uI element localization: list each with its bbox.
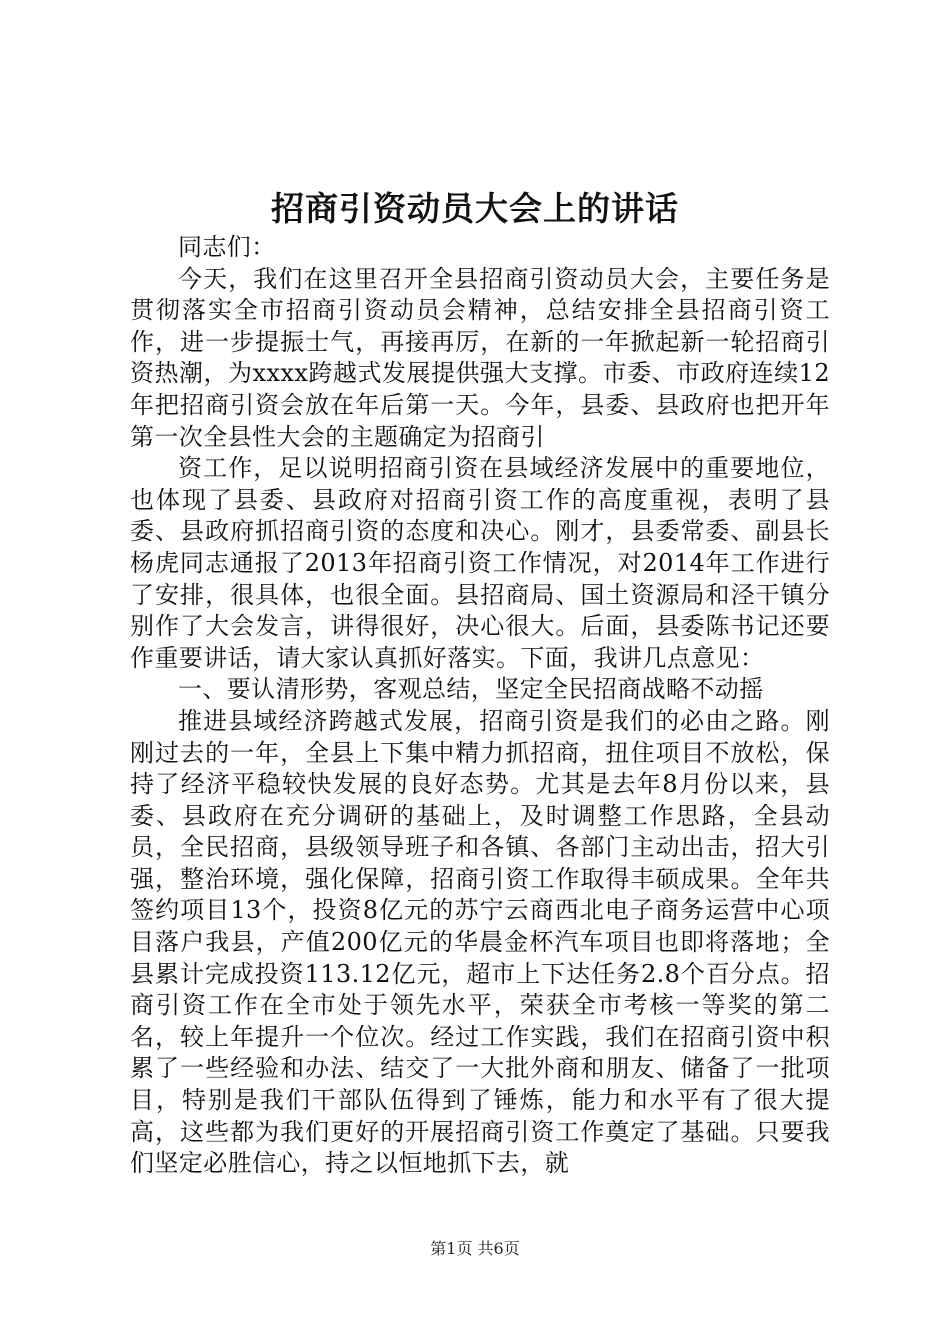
salutation: 同志们： bbox=[178, 233, 276, 261]
section-heading: 一、要认清形势，客观总结，坚定全民招商战略不动摇 bbox=[178, 675, 764, 704]
document-body bbox=[130, 232, 830, 1180]
section-paragraph: 推进县域经济跨越式发展，招商引资是我们的必由之路。刚刚过去的一年，全县上下集中精力抓招商，扭住项目不放松，保持了经济平稳较快发展的良好态势。尤其是去年8月份以来，县委、县政府在充分调研的基础上，及时调整工作思路，全县动员，全民招商，县级领导班子和各镇、各部门主动出击，招大引强，整治环境，强化保障，招商引资工作取得丰硕成果。全年共签约项目13个，投资8亿元的苏宁云商西北电子商务运营中心项目落户我县，产值200亿元的华晨金杯汽车项目也即将落地；全县累计完成投资113.12亿元，超市上下达任务2.8个百分点。招商引资工作在全市处于领先水平，荣获全市考核一等奖的第二名，较上年提升一个位次。经过工作实践，我们在招商引资中积累了一些经验和办法、结交了一大批外商和朋友、储备了一批项目，特别是我们干部队伍得到了锤炼，能力和水平有了很大提高，这些都为我们更好的开展招商引资工作奠定了基础。只要我们坚定必胜信心，持之以恒地抓下去，就 bbox=[130, 706, 830, 1178]
document-title: 招商引资动员大会上的讲话 bbox=[271, 189, 679, 228]
paragraph-2: 资工作，足以说明招商引资在县域经济发展中的重要地位，也体现了县委、县政府对招商引资工作的高度重视，表明了县委、县政府抓招商引资的态度和决心。刚才，县委常委、副县长杨虎同志通报了2013年招商引资工作情况，对2014年工作进行了安排，很具体，也很全面。县招商局、国土资源局和泾干镇分别作了大会发言，讲得很好，决心很大。后面，县委陈书记还要作重要讲话，请大家认真抓好落实。下面，我讲几点意见： bbox=[130, 454, 830, 672]
paragraph-1: 今天，我们在这里召开全县招商引资动员大会，主要任务是贯彻落实全市招商引资动员会精神，总结安排全县招商引资工作，进一步提振士气，再接再厉，在新的一年掀起新一轮招商引资热潮，为xxxx跨越式发展提供强大支撑。市委、市政府连续12年把招商引资会放在年后第一天。今年，县委、县政府也把开年第一次全县性大会的主题确定为招商引 bbox=[130, 264, 830, 451]
page-indicator: 第1页 共6页 bbox=[430, 1239, 520, 1258]
